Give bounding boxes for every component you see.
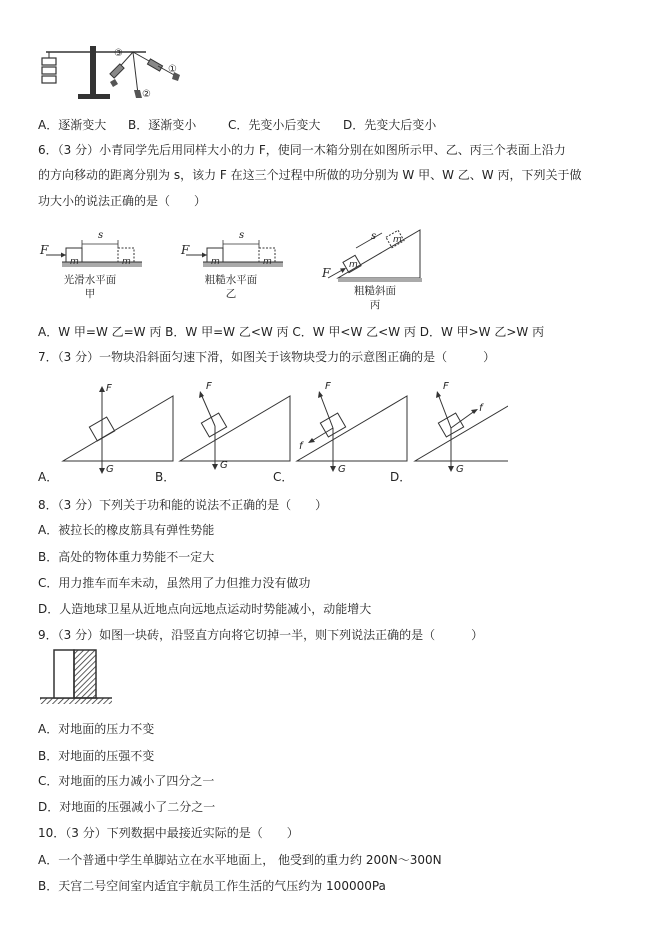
q6-fig-m1a: m: [70, 257, 79, 267]
q6-cap-jia-b: 甲: [84, 288, 96, 300]
q10-option-b: B．天宫二号空间室内适宜宇航员工作生活的气压约为 100000Pa: [38, 879, 386, 893]
q8-stem: 8．（3 分）下列关于功和能的说法不正确的是（ ）: [38, 498, 328, 512]
q7-c-F: F: [325, 381, 331, 392]
q8-option-b: B．高处的物体重力势能不一定大: [38, 550, 215, 564]
q9-option-a: A．对地面的压力不变: [38, 722, 155, 736]
q6-stem-line2: 的方向移动的距离分别为 s，该力 F 在这三个过程中所做的功分别为 W 甲、W 乙、W 丙，下列关于做: [38, 168, 582, 182]
q6-fig-F3: F: [322, 266, 331, 280]
q10-option-a: A．一个普通中学生单脚站立在水平地面上， 他受到的重力约 200N～300N: [38, 853, 442, 867]
q7-b-F: F: [206, 381, 212, 392]
q7-d-G: G: [456, 464, 464, 475]
q5-figure: [38, 42, 188, 104]
q7-stem: 7．（3 分）一物块沿斜面匀速下滑，如图关于该物块受力的示意图正确的是（ ）: [38, 350, 496, 364]
q5-fig-label-3: ③: [114, 48, 123, 59]
q7-a-F: F: [106, 383, 112, 394]
q9-stem: 9．（3 分）如图一块砖，沿竖直方向将它切掉一半，则下列说法正确的是（ ）: [38, 628, 484, 642]
q6-cap-jia-a: 光滑水平面: [63, 274, 117, 286]
q7-letter-d: D．: [390, 470, 412, 484]
q6-stem-line1: 6．（3 分）小青同学先后用同样大小的力 F，使同一木箱分别在如图所示甲、乙、丙三个表面上沿力: [38, 143, 566, 157]
q5-fig-label-2: ②: [142, 89, 151, 100]
q6-cap-bing-b: 丙: [369, 299, 381, 311]
q7-a-G: G: [106, 464, 114, 475]
q6-fig-F1: F: [40, 243, 49, 257]
q6-cap-bing-a: 粗糙斜面: [354, 285, 396, 297]
q7-letter-b: B．: [155, 470, 176, 484]
q5-fig-label-1: ①: [168, 64, 177, 75]
q7-d-f: f: [479, 403, 483, 414]
q5-option-b: B．逐渐变小: [128, 118, 197, 132]
q6-fig-s1: s: [98, 230, 104, 241]
q6-cap-yi-a: 粗糙水平面: [204, 274, 258, 286]
q7-letter-c: C．: [273, 470, 294, 484]
q6-fig-s2: s: [239, 230, 245, 241]
q7-d-F: F: [443, 381, 449, 392]
q8-option-d: D．人造地球卫星从近地点向远地点运动时势能减小，动能增大: [38, 602, 372, 616]
q6-fig-m2b: m: [263, 257, 272, 267]
q5-option-c: C．先变小后变大: [228, 118, 321, 132]
q9-brick-figure: [40, 648, 112, 708]
q6-options: A．W 甲=W 乙=W 丙 B．W 甲=W 乙<W 丙 C．W 甲<W 乙<W 丙 D．W 甲>W 乙>W 丙: [38, 325, 545, 339]
q7-b-G: G: [220, 460, 228, 471]
q8-option-c: C．用力推车而车未动，虽然用了力但推力没有做功: [38, 576, 311, 590]
q6-fig-m3a: m: [349, 260, 358, 270]
q6-stem-line3: 功大小的说法正确的是（ ）: [38, 194, 207, 208]
q9-option-b: B．对地面的压强不变: [38, 749, 155, 763]
q6-fig-F2: F: [181, 243, 190, 257]
q6-cap-yi-b: 乙: [225, 288, 237, 300]
q7-c-f: f: [299, 441, 303, 452]
q10-stem: 10．（3 分）下列数据中最接近实际的是（ ）: [38, 826, 299, 840]
q8-option-a: A．被拉长的橡皮筋具有弹性势能: [38, 523, 215, 537]
q7-c-G: G: [338, 464, 346, 475]
q6-fig-m1b: m: [122, 257, 131, 267]
q5-option-a: A．逐渐变大: [38, 118, 107, 132]
q5-option-d: D．先变大后变小: [343, 118, 437, 132]
q6-fig-m2a: m: [211, 257, 220, 267]
q6-fig-s3: s: [371, 231, 377, 242]
q9-option-d: D．对地面的压强减小了二分之一: [38, 800, 216, 814]
q7-letter-a: A．: [38, 470, 59, 484]
q9-option-c: C．对地面的压力减小了四分之一: [38, 774, 215, 788]
q6-fig-m3b: m: [393, 235, 402, 245]
